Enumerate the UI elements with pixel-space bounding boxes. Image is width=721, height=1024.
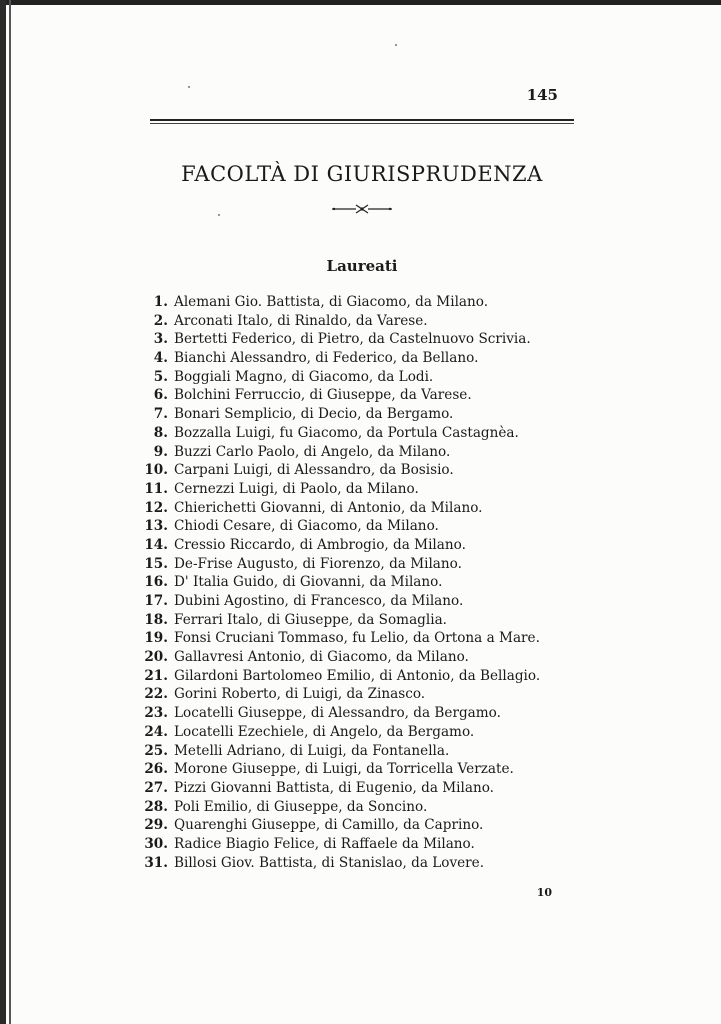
binding-edge (0, 0, 6, 1024)
entry-number: 1. (153, 294, 168, 310)
entry-text: Chiodi Cesare, di Giacomo, da Milano. (174, 518, 439, 535)
list-item (130, 443, 580, 462)
list-item (130, 330, 580, 349)
entry-number: 31. (144, 854, 168, 871)
list-item (130, 405, 580, 424)
entry-text: Gallavresi Antonio, di Giacomo, da Milano. (174, 649, 469, 666)
entry-number: 13. (144, 518, 168, 535)
speck (395, 44, 397, 46)
list-item (130, 648, 580, 667)
entry-number: 15. (144, 555, 168, 572)
speck (218, 214, 220, 216)
list-item (130, 742, 580, 761)
entry-text: Buzzi Carlo Paolo, di Angelo, da Milano. (174, 443, 451, 460)
entry-text: Bianchi Alessandro, di Federico, da Bellano. (174, 350, 479, 367)
entry-number: 2. (153, 312, 168, 329)
list-item (130, 293, 580, 312)
entry-number: 3. (153, 331, 168, 348)
list-item (130, 386, 580, 405)
entry-text: Chierichetti Giovanni, di Antonio, da Milano. (174, 499, 483, 516)
header-rule-thin (150, 123, 574, 124)
list-item (130, 424, 580, 443)
header-rule (150, 119, 574, 121)
list-item (130, 723, 580, 742)
section-heading: Laureati (326, 257, 398, 275)
entry-text: Morone Giuseppe, di Luigi, da Torricella Verzate. (174, 761, 514, 778)
entry-text: Pizzi Giovanni Battista, di Eugenio, da Milano. (174, 779, 494, 796)
binding-edge-line (9, 0, 11, 1024)
entry-text: Alemani Gio. Battista, di Giacomo, da Milano. (174, 294, 489, 310)
list-item (130, 536, 580, 555)
entry-number: 23. (144, 705, 168, 722)
list-item (130, 629, 580, 648)
entry-number: 27. (144, 779, 168, 796)
list-item (130, 704, 580, 723)
entry-text: Radice Biagio Felice, di Raffaele da Milano. (174, 835, 475, 852)
entry-text: Metelli Adriano, di Luigi, da Fontanella. (174, 742, 450, 759)
entry-number: 17. (144, 593, 168, 609)
entry-text: Cernezzi Luigi, di Paolo, da Milano. (174, 480, 419, 497)
list-item (130, 499, 580, 518)
entry-text: Bozzalla Luigi, fu Giacomo, da Portula Castagnèa. (174, 424, 519, 441)
list-item (130, 592, 580, 611)
entry-text: Poli Emilio, di Giuseppe, da Soncino. (174, 798, 428, 815)
entry-text: Dubini Agostino, di Francesco, da Milano. (174, 593, 464, 609)
list-item (130, 368, 580, 387)
list-item (130, 517, 580, 536)
entry-text: Cressio Riccardo, di Ambrogio, da Milano. (174, 536, 466, 553)
entry-number: 11. (144, 480, 168, 497)
entry-number: 30. (144, 835, 168, 852)
entry-number: 25. (144, 742, 168, 759)
list-item (130, 835, 580, 854)
entry-number: 8. (153, 424, 168, 441)
top-edge (0, 0, 721, 5)
entry-text: Gorini Roberto, di Luigi, da Zinasco. (174, 686, 426, 703)
entry-number: 10. (144, 462, 168, 479)
entry-number: 29. (144, 817, 168, 834)
list-item (130, 816, 580, 835)
entry-text: Gilardoni Bartolomeo Emilio, di Antonio, da Bellagio. (174, 667, 541, 684)
page-title: FACOLTÀ DI GIURISPRUDENZA (181, 162, 543, 186)
entry-number: 7. (153, 406, 168, 423)
entry-text: Carpani Luigi, di Alessandro, da Bosisio. (174, 462, 454, 479)
entry-text: Fonsi Cruciani Tommaso, fu Lelio, da Ortona a Mare. (174, 630, 540, 647)
entry-text: Bolchini Ferruccio, di Giuseppe, da Varese. (174, 387, 472, 404)
entry-text: De-Frise Augusto, di Fiorenzo, da Milano. (174, 555, 462, 572)
entry-number: 4. (153, 350, 168, 367)
graduates-list (130, 293, 580, 872)
entry-number: 21. (144, 667, 168, 684)
list-item (130, 461, 580, 480)
list-item (130, 349, 580, 368)
page-number: 145 (526, 86, 558, 104)
list-item (130, 573, 580, 592)
entry-text: Quarenghi Giuseppe, di Camillo, da Caprino. (174, 817, 484, 834)
entry-text: Boggiali Magno, di Giacomo, da Lodi. (174, 368, 434, 385)
entry-text: D' Italia Guido, di Giovanni, da Milano. (174, 574, 443, 591)
entry-number: 24. (144, 723, 168, 740)
entry-number: 26. (144, 761, 168, 778)
list-item (130, 667, 580, 686)
entry-number: 12. (144, 499, 168, 516)
list-item (130, 611, 580, 630)
entry-number: 9. (153, 443, 168, 460)
entry-number: 28. (144, 798, 168, 815)
entry-number: 16. (144, 574, 168, 591)
signature-mark: 10 (536, 886, 552, 899)
entry-text: Ferrari Italo, di Giuseppe, da Somaglia. (174, 611, 447, 628)
entry-number: 20. (144, 649, 168, 666)
entry-text: Billosi Giov. Battista, di Stanislao, da Lovere. (174, 854, 485, 871)
entry-number: 18. (144, 611, 168, 628)
list-item (130, 555, 580, 574)
entry-number: 6. (153, 387, 168, 404)
list-item (130, 779, 580, 798)
entry-text: Arconati Italo, di Rinaldo, da Varese. (174, 312, 428, 329)
entry-number: 19. (144, 630, 168, 647)
entry-text: Locatelli Ezechiele, di Angelo, da Bergamo. (174, 723, 475, 740)
entry-number: 5. (153, 368, 168, 385)
entry-number: 14. (144, 536, 168, 553)
list-item (130, 685, 580, 704)
entry-text: Bonari Semplicio, di Decio, da Bergamo. (174, 406, 454, 423)
ornament-icon (330, 202, 394, 216)
speck (188, 86, 190, 88)
list-item (130, 760, 580, 779)
list-item (130, 798, 580, 817)
list-item (130, 480, 580, 499)
entry-text: Bertetti Federico, di Pietro, da Castelnuovo Scrivia. (174, 331, 531, 348)
list-item (130, 854, 580, 873)
entry-number: 22. (144, 686, 168, 703)
entry-text: Locatelli Giuseppe, di Alessandro, da Bergamo. (174, 705, 501, 722)
list-item (130, 312, 580, 331)
